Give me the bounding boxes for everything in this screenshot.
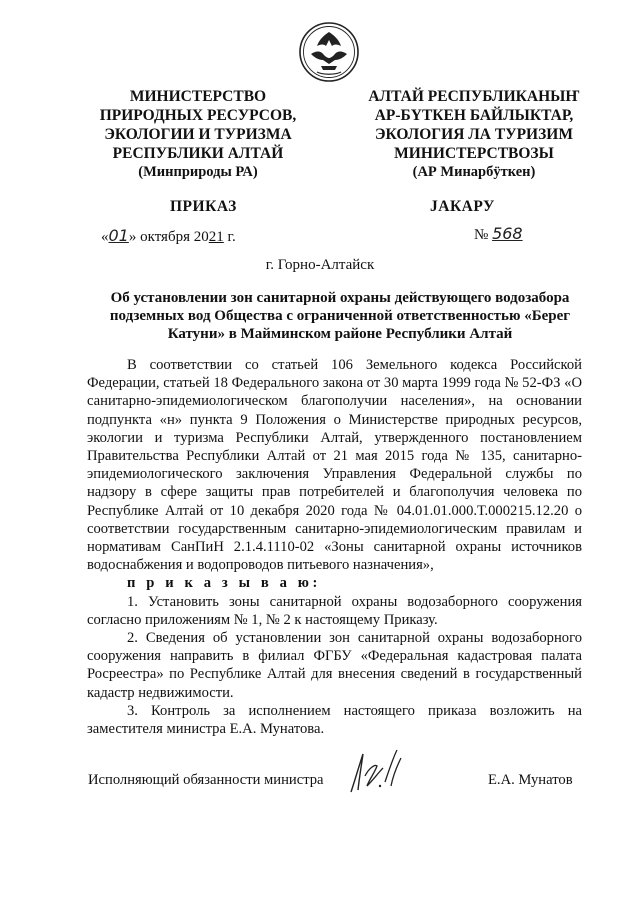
ministry-line: ПРИРОДНЫХ РЕСУРСОВ,: [99, 107, 297, 124]
preamble: В соответствии со статьей 106 Земельного кодекса Российской Федерации, статьей 18 Федерального закона от 30 марта 1999 года № 52-ФЗ «О санитарно-эпидемиологическом благополучии населения», на основании подпункта «н» пункта 9 Положения о Министерстве природных ресурсов, экологии и туризма Республики Алтай, утвержденного постановлением Правительства Республики Алтай от 21 мая 2015 года № 135, санитарно-эпидемиологического заключения Управления Федеральной службы по надзору в сфере защиты прав потребителей и благополучия человека по Республике Алтай от 10 декабря 2020 года № 04.01.01.000.Т.000215.12.20 о соответствии государственным санитарно-эпидемиологическим правилам и нормативам СанПиН 2.1.4.1110-02 «Зоны санитарной охраны источников водоснабжения и водопроводов питьевого назначения»,: [87, 357, 582, 574]
ministry-line: АЛТАЙ РЕСПУБЛИКАНЫҤ: [368, 88, 580, 105]
ministry-line: ЭКОЛОГИИ И ТУРИЗМА: [104, 126, 292, 143]
ministry-line: ЭКОЛОГИЯ ЛА ТУРИЗИМ: [375, 126, 573, 143]
handwritten-signature: [345, 746, 403, 798]
ministry-short-name: (Минприроды РА): [138, 164, 258, 180]
date-end: г.: [223, 229, 236, 245]
doc-body: [87, 356, 582, 738]
date-middle: » октября 20: [128, 229, 209, 245]
date-year: 21: [208, 229, 224, 245]
doc-type-alt: JАКАРУ: [430, 198, 495, 215]
doc-number: [474, 224, 523, 244]
order-word: п р и к а з ы в а ю:: [127, 575, 321, 592]
ministry-line: АР-БҮТКЕН БАЙЛЫКТАР,: [374, 107, 574, 124]
altai-coat-of-arms-icon: [297, 20, 361, 84]
order-item: 1. Установить зоны санитарной охраны водозаборного сооружения согласно приложениям № 1, № 2 к настоящему Приказу.: [87, 593, 582, 628]
number-handwritten: 568: [492, 224, 523, 243]
date-prefix: «: [101, 229, 109, 245]
ministry-short-name: (АР Минарбӱткен): [412, 164, 536, 180]
doc-date: [101, 226, 236, 246]
ministry-line: МИНИСТЕРСТВОЗЫ: [394, 145, 554, 162]
date-day-handwritten: 01: [108, 226, 129, 245]
number-prefix: №: [474, 227, 489, 243]
ministry-name-alt: [354, 87, 594, 182]
signer-role: Исполняющий обязанности министра: [88, 772, 324, 788]
doc-type-ru: ПРИКАЗ: [170, 198, 237, 215]
ministry-line: РЕСПУБЛИКИ АЛТАЙ: [112, 145, 284, 162]
doc-city: г. Горно-Алтайск: [265, 257, 375, 273]
ministry-name-ru: [78, 87, 318, 182]
order-item: 2. Сведения об установлении зон санитарной охраны водозаборного сооружения направить в филиал ФГБУ «Федеральная кадастровая палата Росреестра» по Республике Алтай для внесения сведений в государственный кадастр недвижимости.: [87, 630, 582, 701]
order-item: 3. Контроль за исполнением настоящего приказа возложить на заместителя министра Е.А. Мунатова.: [87, 702, 582, 738]
signer-name: Е.А. Мунатов: [488, 772, 573, 788]
doc-title: Об установлении зон санитарной охраны действующего водозабора подземных вод Общества с ограниченной ответственностью «Берег Катуни» в Майминском районе Республики Алтай: [109, 290, 571, 342]
ministry-line: МИНИСТЕРСТВО: [129, 88, 267, 105]
